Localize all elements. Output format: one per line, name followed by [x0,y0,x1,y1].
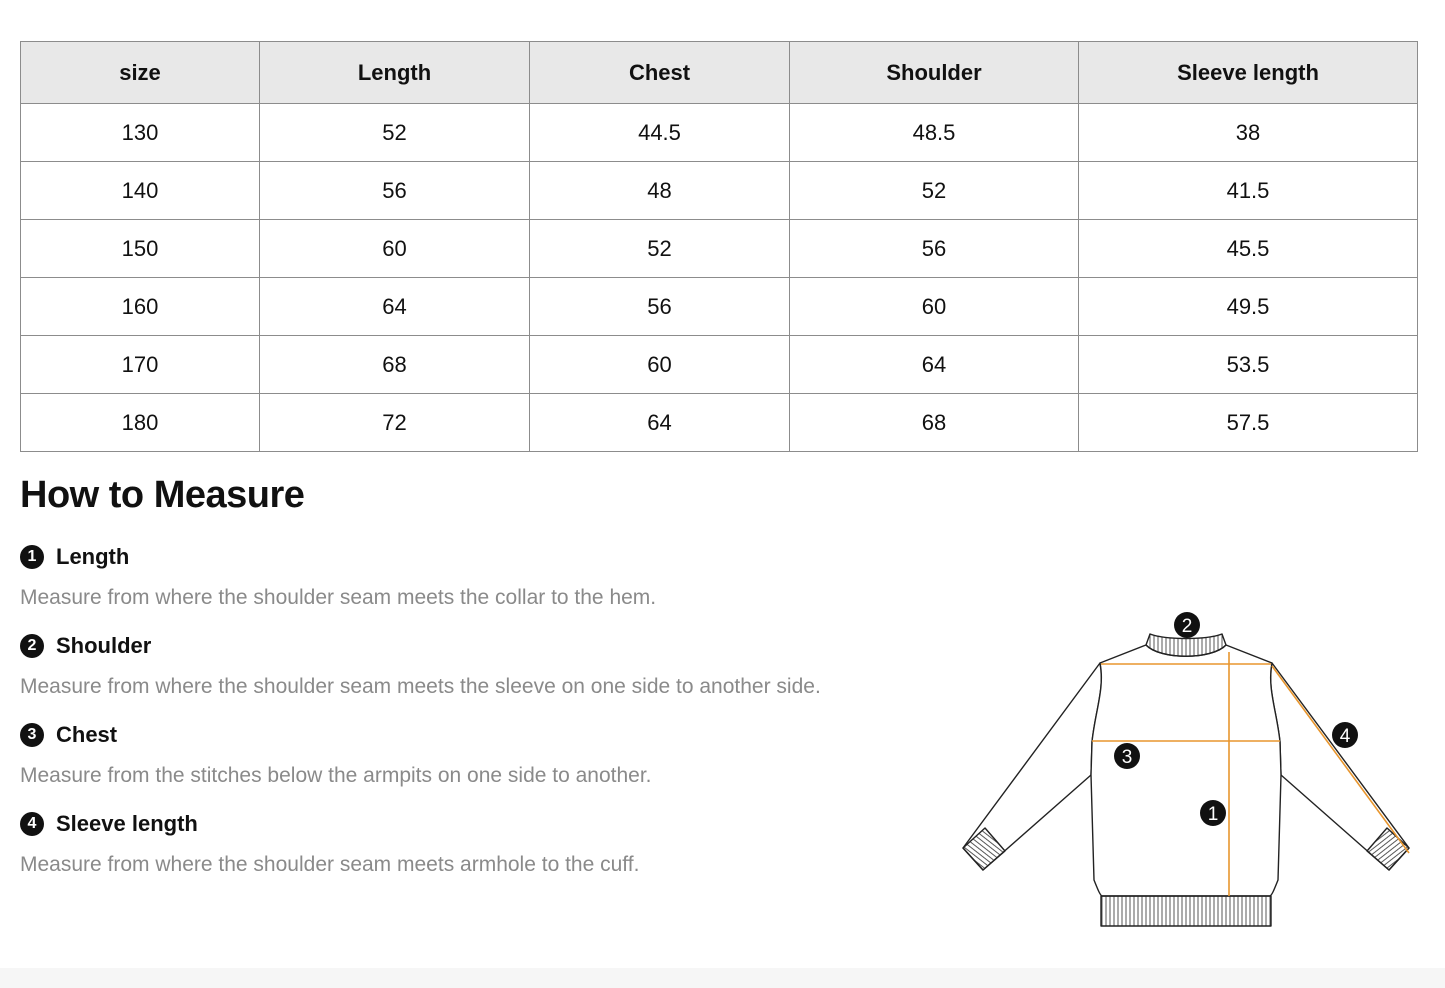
marker-label: 2 [1181,616,1193,637]
how-to-measure-title: How to Measure [20,474,305,516]
cell-size: 160 [21,278,260,336]
size-chart-table [20,41,1418,452]
page-bottom-strip [0,968,1445,988]
cell-length: 72 [260,394,530,452]
measure-step-sleeve-length [20,809,920,877]
cell-chest: 56 [530,278,790,336]
marker-4 [1332,722,1358,748]
cell-chest: 44.5 [530,104,790,162]
cell-sleeve-length: 41.5 [1079,162,1418,220]
cell-length: 60 [260,220,530,278]
number-1-icon: 1 [20,545,44,569]
cell-shoulder: 64 [790,336,1079,394]
cell-sleeve-length: 57.5 [1079,394,1418,452]
cell-sleeve-length: 49.5 [1079,278,1418,336]
step-label: Sleeve length [56,811,198,836]
cell-size: 170 [21,336,260,394]
step-description: Measure from where the shoulder seam meets the sleeve on one side to another side. [20,675,821,698]
cell-shoulder: 48.5 [790,104,1079,162]
measure-step-shoulder [20,631,920,699]
measure-step-chest [20,720,920,788]
cell-sleeve-length: 38 [1079,104,1418,162]
header-chest: Chest [530,42,790,104]
number-3-icon: 3 [20,723,44,747]
table-row [21,394,1418,452]
header-sleeve-length: Sleeve length [1079,42,1418,104]
cell-shoulder: 60 [790,278,1079,336]
cell-length: 52 [260,104,530,162]
sweater-hem-ribbing [1101,896,1271,926]
cell-chest: 64 [530,394,790,452]
cell-size: 130 [21,104,260,162]
table-row [21,162,1418,220]
header-shoulder: Shoulder [790,42,1079,104]
step-heading [20,809,920,839]
sweater-body [1091,645,1281,896]
cell-chest: 52 [530,220,790,278]
header-size: size [21,42,260,104]
cell-size: 140 [21,162,260,220]
header-length: Length [260,42,530,104]
number-4-icon: 4 [20,812,44,836]
cell-chest: 60 [530,336,790,394]
cell-shoulder: 56 [790,220,1079,278]
marker-label: 1 [1207,804,1219,825]
table-row [21,220,1418,278]
step-description: Measure from where the shoulder seam meets armhole to the cuff. [20,853,640,876]
number-2-icon: 2 [20,634,44,658]
step-heading [20,631,920,661]
step-label: Chest [56,722,118,747]
table-row [21,336,1418,394]
marker-label: 3 [1121,747,1133,768]
step-heading [20,542,920,572]
cell-length: 56 [260,162,530,220]
cell-shoulder: 68 [790,394,1079,452]
marker-2 [1174,612,1200,638]
marker-3 [1114,743,1140,769]
cell-sleeve-length: 53.5 [1079,336,1418,394]
step-description: Measure from the stitches below the armpits on one side to another. [20,764,652,787]
marker-1 [1200,800,1226,826]
cell-length: 68 [260,336,530,394]
cell-size: 150 [21,220,260,278]
step-label: Length [56,544,130,569]
table-row [21,278,1418,336]
cell-length: 64 [260,278,530,336]
table-header-row [21,42,1418,104]
sweater-outline [963,634,1409,926]
marker-label: 4 [1339,726,1351,747]
step-description: Measure from where the shoulder seam meets the collar to the hem. [20,586,657,609]
cell-size: 180 [21,394,260,452]
step-heading [20,720,920,750]
sweater-measurement-diagram [955,605,1425,935]
cell-chest: 48 [530,162,790,220]
step-label: Shoulder [56,633,152,658]
cell-sleeve-length: 45.5 [1079,220,1418,278]
measure-step-length [20,542,920,610]
table-row [21,104,1418,162]
cell-shoulder: 52 [790,162,1079,220]
